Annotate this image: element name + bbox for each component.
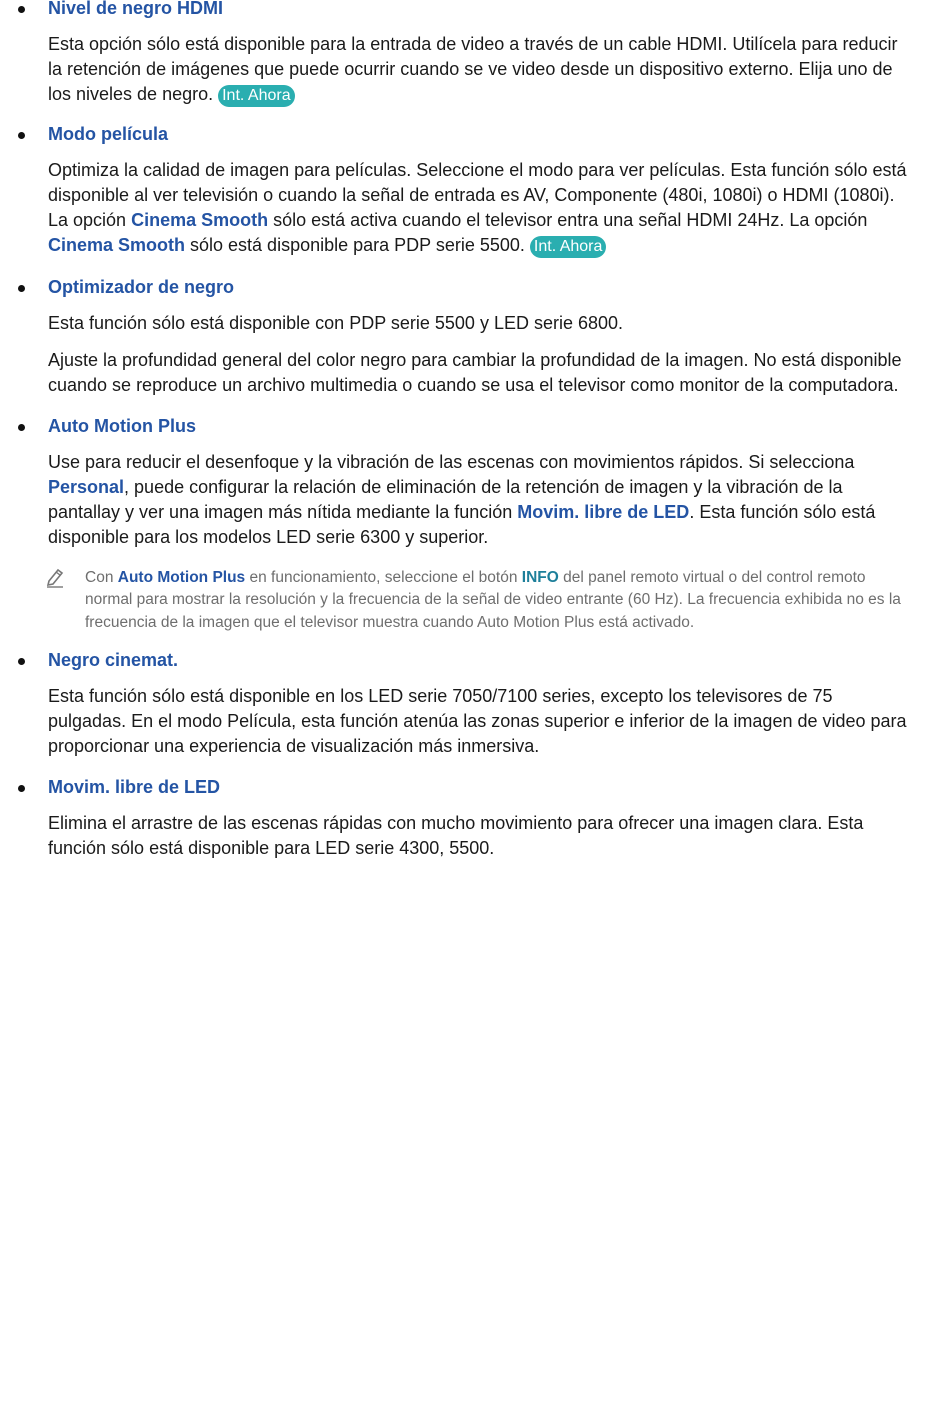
section-auto-motion-plus	[0, 416, 950, 550]
paragraph-text: Esta función sólo está disponible en los LED serie 7050/7100 series, excepto los televisores de 75 pulgadas. En el modo Película, esta función atenúa las zonas superior e inferior de la imagen de video para proporcionar una experiencia de visualización más inmersiva.	[48, 686, 907, 756]
highlight-cinema-smooth: Cinema Smooth	[48, 235, 186, 255]
highlight-auto-motion-plus: Auto Motion Plus	[117, 569, 246, 586]
bullet	[18, 785, 25, 792]
paragraph-text: sólo está disponible para PDP serie 5500.	[185, 235, 530, 255]
int-ahora-badge[interactable]: Int. Ahora	[218, 85, 295, 107]
note-block	[0, 567, 950, 634]
bullet	[18, 424, 25, 431]
pencil-note-icon	[45, 567, 65, 589]
section-optimizador-de-negro	[0, 277, 950, 398]
section-paragraph	[48, 450, 912, 550]
section-nivel-de-negro-hdmi	[0, 0, 950, 107]
note-text: del panel remoto virtual o del control remoto normal para mostrar la resolución y la frecuencia de la señal de video entrante (60 Hz). La frecuencia exhibida no es la frecuencia de la imagen que el televisor muestra cuando Auto Motion Plus está activado.	[85, 569, 901, 631]
section-paragraph	[48, 348, 912, 398]
section-paragraph	[48, 811, 912, 861]
paragraph-text: Ajuste la profundidad general del color negro para cambiar la profundidad de la imagen. No está disponible cuando se reproduce un archivo multimedia o cuando se usa el televisor como monitor de la computadora.	[48, 350, 902, 395]
highlight-movim-libre-de-led: Movim. libre de LED	[517, 502, 690, 522]
section-title: Nivel de negro HDMI	[48, 0, 224, 18]
section-title: Optimizador de negro	[48, 277, 235, 297]
pencil-note-icon-graphic	[45, 567, 65, 589]
int-ahora-badge[interactable]: Int. Ahora	[530, 236, 607, 258]
paragraph-text: , puede configurar la relación de eliminación de la retención de imagen y la vibración de la pantallay y ver una imagen más nítida mediante la función	[48, 477, 843, 522]
section-title: Modo película	[48, 124, 169, 144]
paragraph-text: . Esta función sólo está disponible para los modelos LED serie 6300 y superior.	[48, 502, 876, 547]
section-negro-cinemat	[0, 650, 950, 759]
highlight-info-button: INFO	[521, 569, 559, 586]
bullet	[18, 132, 25, 139]
section-title: Auto Motion Plus	[48, 416, 196, 436]
bullet	[18, 658, 25, 665]
note-text: Con	[85, 569, 118, 586]
section-paragraph	[48, 684, 912, 759]
paragraph-text: Elimina el arrastre de las escenas rápidas con mucho movimiento para ofrecer una imagen clara. Esta función sólo está disponible para LED serie 4300, 5500.	[48, 813, 864, 858]
section-modo-pelicula	[0, 124, 950, 258]
section-paragraph	[48, 158, 912, 258]
bullet	[18, 285, 25, 292]
paragraph-text: Optimiza la calidad de imagen para películas. Seleccione el modo para ver películas. Esta función sólo está disponible al ver televisión o cuando la señal de entrada es AV, Componente (480i, 1080i) o HDMI (1080i). La opción	[48, 160, 907, 230]
section-title: Negro cinemat.	[48, 650, 179, 670]
paragraph-text: sólo está activa cuando el televisor entra una señal HDMI 24Hz. La opción	[268, 210, 868, 230]
section-title: Movim. libre de LED	[48, 777, 221, 797]
section-movim-libre-de-led	[0, 777, 950, 861]
bullet	[18, 6, 25, 13]
note-text: en funcionamiento, seleccione el botón	[245, 569, 522, 586]
paragraph-text: Esta función sólo está disponible con PDP serie 5500 y LED serie 6800.	[48, 313, 624, 333]
section-paragraph	[48, 32, 912, 107]
section-paragraph	[48, 311, 912, 336]
highlight-personal: Personal	[48, 477, 125, 497]
highlight-cinema-smooth: Cinema Smooth	[131, 210, 269, 230]
paragraph-text: Use para reducir el desenfoque y la vibración de las escenas con movimientos rápidos. Si selecciona	[48, 452, 855, 472]
paragraph-text: Esta opción sólo está disponible para la entrada de video a través de un cable HDMI. Utilícela para reducir la retención de imágenes que puede ocurrir cuando se ve video desde un dispositivo externo. Elija uno de los niveles de negro.	[48, 34, 898, 104]
